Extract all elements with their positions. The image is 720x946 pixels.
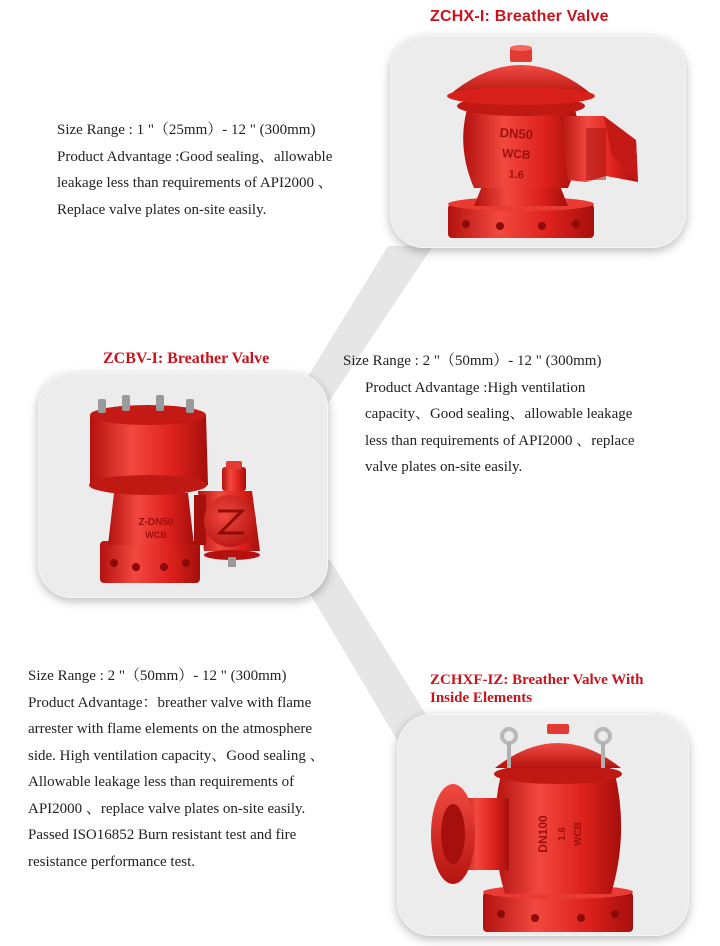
spec-advantage-line: arrester with flame elements on the atmosphere [28, 721, 313, 737]
breather-valve-zchxf-image [397, 714, 689, 936]
spec-advantage-line: Replace valve plates on-site easily. [57, 201, 267, 218]
spec-advantage-line: leakage less than requirements of API2000 、 [57, 175, 333, 191]
product-title-zchx: ZCHX-I: Breather Valve [430, 8, 609, 25]
valve-marking-pressure: 1.6 [508, 168, 525, 182]
product-title-line: Inside Elements [430, 690, 533, 706]
valve-marking-size: Z-DN50 [138, 517, 174, 528]
spec-advantage-line: valve plates on-site easily. [365, 459, 523, 475]
product-description-zchx [57, 117, 333, 223]
product-title-zcbv: ZCBV-I: Breather Valve [103, 350, 270, 367]
product-image-card-zcbv [38, 373, 328, 598]
spec-advantage-line: less than requirements of API2000 、replace [365, 432, 635, 449]
valve-marking-size: DN50 [499, 124, 534, 143]
product-description-zchxf [28, 663, 325, 875]
spec-size-range: Size Range : 2 "（50mm）- 12 " (300mm) [343, 353, 602, 369]
spec-advantage-line: resistance performance test. [28, 853, 195, 870]
spec-advantage-line: capacity、Good sealing、allowable leakage [365, 406, 633, 422]
valve-marking-pressure: 1.6 [557, 827, 568, 841]
spec-advantage-line: API2000 、replace valve plates on-site easily. [28, 800, 306, 817]
spec-advantage-line: Product Advantage：breather valve with flame [28, 694, 312, 711]
spec-advantage-line: Product Advantage :Good sealing、allowable [57, 148, 333, 165]
valve-marking-material: WCB [573, 822, 584, 846]
breather-valve-zchx-image [390, 36, 686, 248]
product-description-zcbv [343, 348, 635, 481]
spec-advantage-line: side. High ventilation capacity、Good sealing 、 [28, 747, 325, 764]
product-image-card-zchx [390, 36, 686, 248]
spec-size-range: Size Range : 1 "（25mm）- 12 " (300mm) [57, 122, 316, 138]
valve-marking-material: WCB [501, 146, 532, 162]
valve-marking-material: WCB [145, 530, 167, 540]
spec-size-range: Size Range : 2 "（50mm）- 12 " (300mm) [28, 668, 287, 684]
product-title-zchxf [430, 671, 644, 707]
spec-advantage-line: Passed ISO16852 Burn resistant test and fire [28, 827, 297, 843]
breather-valve-zcbv-image [38, 373, 328, 598]
spec-advantage-line: Allowable leakage less than requirements of [28, 774, 295, 790]
product-title-line: ZCHXF-IZ: Breather Valve With [430, 672, 644, 688]
product-image-card-zchxf [397, 714, 689, 936]
spec-advantage-line: Product Advantage :High ventilation [365, 379, 586, 396]
valve-marking-size: DN100 [536, 815, 550, 853]
